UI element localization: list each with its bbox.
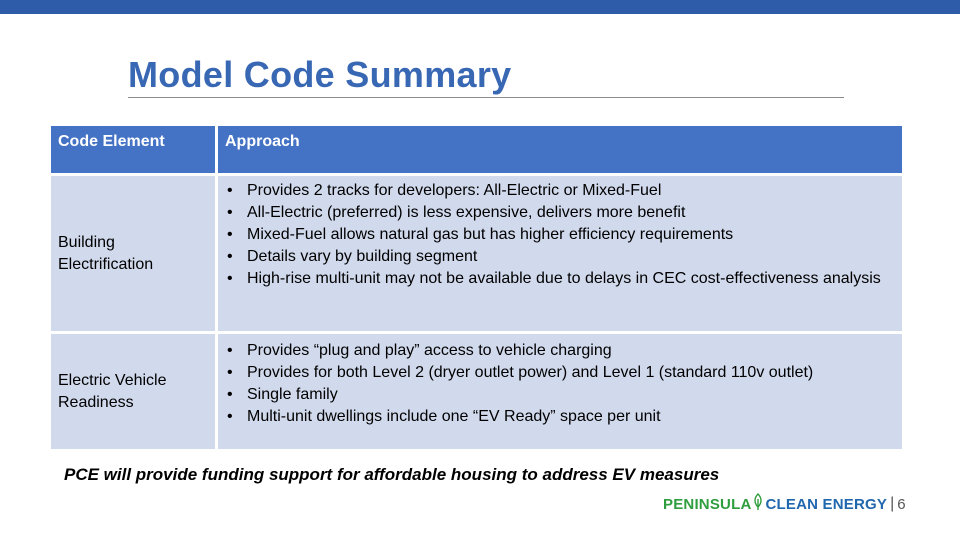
bullet-item: • Mixed-Fuel allows natural gas but has higher efficiency requirements (225, 224, 902, 246)
table-row (51, 334, 902, 449)
table-header-row (51, 126, 902, 173)
approach-cell (218, 334, 902, 449)
code-element-line: Building (58, 233, 115, 251)
header-approach: Approach (218, 126, 902, 173)
page-number: 6 (897, 495, 906, 513)
bullet-item: • Details vary by building segment (225, 246, 902, 268)
footnote: PCE will provide funding support for affordable housing to address EV measures (64, 465, 720, 484)
code-element-line: Electrification (58, 255, 154, 273)
leaf-icon (753, 493, 763, 515)
code-element-line: Electric Vehicle (58, 371, 167, 389)
bullet-item: • Provides “plug and play” access to vehicle charging (225, 340, 902, 362)
bullet-item: • Multi-unit dwellings include one “EV Ready” space per unit (225, 406, 902, 428)
code-element-cell (51, 176, 215, 331)
logo-text-clean-energy: CLEAN ENERGY (765, 495, 888, 513)
logo-separator: | (890, 495, 895, 512)
peninsula-clean-energy-logo (663, 493, 906, 515)
code-element-line: Readiness (58, 393, 134, 411)
table-row (51, 176, 902, 331)
approach-bullet-list (225, 340, 902, 428)
bullet-item: • All-Electric (preferred) is less expensive, delivers more benefit (225, 202, 902, 224)
logo-text-peninsula: PENINSULA (663, 495, 752, 513)
summary-table (51, 126, 902, 449)
top-accent-bar (0, 0, 960, 14)
bullet-item: • High-rise multi-unit may not be available due to delays in CEC cost-effectiveness analysis (225, 268, 902, 290)
approach-cell (218, 176, 902, 331)
code-element-cell (51, 334, 215, 449)
bullet-item: • Single family (225, 384, 902, 406)
header-code-element: Code Element (51, 126, 215, 173)
bullet-item: • Provides for both Level 2 (dryer outlet power) and Level 1 (standard 110v outlet) (225, 362, 902, 384)
slide-title: Model Code Summary (128, 54, 512, 95)
bullet-item: • Provides 2 tracks for developers: All-Electric or Mixed-Fuel (225, 180, 902, 202)
title-underline (128, 97, 844, 98)
approach-bullet-list (225, 180, 902, 290)
